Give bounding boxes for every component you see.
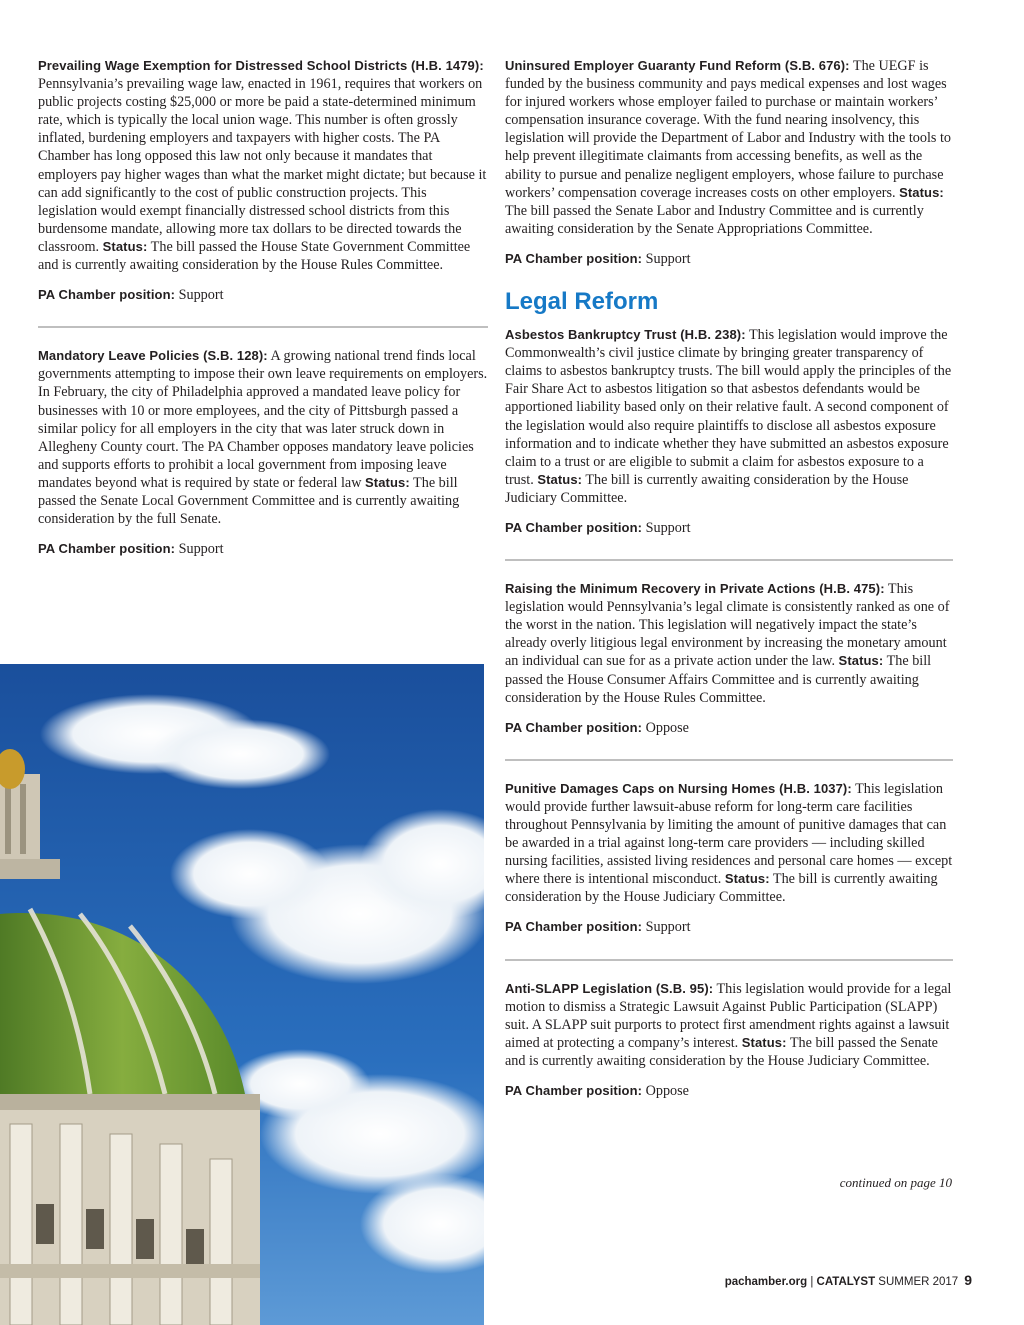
article-body: The UEGF is funded by the business community and pays medical expenses and lost wages for injured workers whose employer failed to purchase or maintain workers’ compensation insurance coverage. With the fund nearing insolvency, this legislation will provide the Department of Labor and Industry with the tools to help prevent illegitimate claimants from accessing benefits, as well as the ability to pursue and penalize negligent employers, whose failure to purchase workers’ compensation coverage increases costs on other employers.	[505, 58, 952, 201]
divider	[505, 559, 953, 561]
status-label: Status:	[365, 474, 410, 490]
article-title: Raising the Minimum Recovery in Private Actions (H.B. 475):	[505, 581, 885, 597]
position-label: PA Chamber position:	[38, 541, 176, 557]
article-title: Uninsured Employer Guaranty Fund Reform (S.B. 676):	[505, 58, 850, 73]
footer-separator: |	[807, 1276, 817, 1288]
capitol-dome-photo	[0, 664, 484, 1325]
article-item	[505, 326, 953, 537]
position-line	[38, 286, 488, 304]
article-paragraph	[505, 57, 953, 238]
article-title: Punitive Damages Caps on Nursing Homes (H.B. 1037):	[505, 780, 852, 796]
status-text: The bill passed the House Consumer Affairs Committee and is currently awaiting consideration by the House Rules Committee.	[505, 653, 932, 706]
status-text: The bill passed the House State Government Committee and is currently awaiting consideration by the House Rules Committee.	[38, 238, 471, 274]
left-column	[38, 57, 488, 558]
position-label: PA Chamber position:	[38, 287, 176, 303]
position-value: Oppose	[642, 1083, 689, 1100]
position-line	[38, 540, 488, 558]
article-body: This legislation would provide for a legal motion to dismiss a Strategic Lawsuit Against Public Participation (SLAPP) suit. A SLAPP suit purports to protect first amendment rights against a lawsuit aimed at protecting a company’s interest.	[505, 980, 952, 1051]
page-number: 9	[964, 1272, 972, 1288]
status-text: The bill passed the Senate and is currently awaiting consideration by the House Judiciary Committee.	[505, 1034, 938, 1069]
status-text: The bill passed the Senate Local Government Committee and is currently awaiting consideration by the full Senate.	[38, 474, 460, 528]
article-item	[505, 980, 953, 1101]
article-item	[505, 780, 953, 937]
page-footer	[560, 1272, 972, 1288]
article-title: Prevailing Wage Exemption for Distressed School Districts (H.B. 1479):	[38, 58, 484, 73]
position-value: Support	[642, 919, 691, 936]
position-label: PA Chamber position:	[505, 519, 643, 535]
status-text: The bill is currently awaiting consideration by the House Judiciary Committee.	[505, 471, 909, 506]
divider	[38, 326, 488, 328]
position-value: Support	[642, 519, 691, 536]
status-text: The bill passed the Senate Labor and Industry Committee and is currently awaiting consideration by the Senate Appropriations Committee.	[505, 202, 924, 237]
position-line	[505, 250, 953, 268]
status-label: Status:	[102, 238, 148, 254]
continued-note: continued on page 10	[839, 1175, 952, 1190]
footer-issue: SUMMER 2017	[875, 1276, 959, 1288]
position-line	[505, 1082, 953, 1100]
article-title: Anti-SLAPP Legislation (S.B. 95):	[505, 980, 714, 996]
article-item	[38, 57, 488, 304]
article-body: This legislation would provide further lawsuit-abuse reform for long-term care facilities throughout Pennsylvania by limiting the amount of punitive damages that can be awarded in a trial against long-term care providers — including skilled nursing facilities, assisted living residences and personal care homes — except where there is intentional misconduct.	[505, 780, 953, 888]
position-line	[505, 519, 953, 537]
article-item	[505, 580, 953, 737]
position-value: Support	[175, 287, 224, 304]
article-body: A growing national trend finds local governments attempting to impose their own leave requirements on employers. In February, the city of Philadelphia approved a mandated leave policy for businesses with 10 or more employees, and the city of Pittsburgh passed a similar policy for all employers in the city that was later struck down in Allegheny County court. The PA Chamber opposes mandatory leave policies and supports efforts to prohibit a local government from imposing leave mandates beyond what is required by state or federal law	[38, 348, 488, 491]
article-paragraph	[38, 57, 488, 274]
position-value: Oppose	[642, 719, 689, 736]
position-label: PA Chamber position:	[505, 1083, 643, 1099]
status-label: Status:	[724, 871, 770, 887]
section-heading: Legal Reform	[505, 288, 659, 316]
position-line	[505, 719, 953, 737]
position-label: PA Chamber position:	[505, 250, 643, 266]
status-label: Status:	[899, 184, 944, 200]
article-paragraph	[505, 326, 953, 507]
article-paragraph	[505, 980, 953, 1070]
footer-publication: CATALYST	[816, 1276, 876, 1288]
status-label: Status:	[741, 1034, 787, 1050]
article-title: Asbestos Bankruptcy Trust (H.B. 238):	[505, 327, 746, 343]
footer-site: pachamber.org	[724, 1276, 808, 1288]
divider	[505, 959, 953, 961]
position-label: PA Chamber position:	[505, 719, 643, 735]
divider	[505, 759, 953, 761]
status-label: Status:	[537, 471, 583, 487]
position-value: Support	[642, 250, 691, 267]
article-body: This legislation would improve the Commonwealth’s civil justice climate by bringing greater transparency of claims to asbestos bankruptcy trusts. The bill would apply the principles of the Fair Share Act to asbestos litigation so that asbestos defendants would be apportioned liability based only on their relative fault. A second component of the legislation would also require plaintiffs to disclose all asbestos exposure information and to indicate whether they have submitted an asbestos exposure claim to a trust or are eligible to submit a claim for asbestos exposure to a trust.	[505, 327, 952, 488]
position-value: Support	[175, 541, 224, 558]
article-item	[38, 347, 488, 558]
article-title: Mandatory Leave Policies (S.B. 128):	[38, 348, 268, 364]
article-item	[505, 57, 953, 268]
article-paragraph	[38, 347, 488, 528]
right-column	[505, 57, 953, 1100]
article-body: Pennsylvania’s prevailing wage law, enacted in 1961, requires that workers on public projects costing $25,000 or more be paid a state-determined minimum rate, which is typically the local union wage. This number is often grossly inflated, burdening employers and taxpayers with higher costs. The PA Chamber has long opposed this law not only because it mandates that employers pay higher wages than what the market might dictate; but because it can add significantly to the cost of public construction projects. This legislation would exempt financially distressed school districts from this burdensome mandate, allowing more tax dollars to be directed towards the classroom.	[38, 76, 487, 255]
article-paragraph	[505, 580, 953, 707]
position-line	[505, 918, 953, 936]
position-label: PA Chamber position:	[505, 919, 643, 935]
article-paragraph	[505, 780, 953, 907]
status-text: The bill is currently awaiting consideration by the House Judiciary Committee.	[505, 871, 938, 906]
article-body: This legislation would Pennsylvania’s legal climate is consistently ranked as one of the worst in the nation. This legislation will negatively impact the state’s already overly litigious legal environment by increasing the monetary amount an individual can sue for as a private action under the law.	[505, 581, 950, 670]
status-label: Status:	[838, 653, 884, 669]
